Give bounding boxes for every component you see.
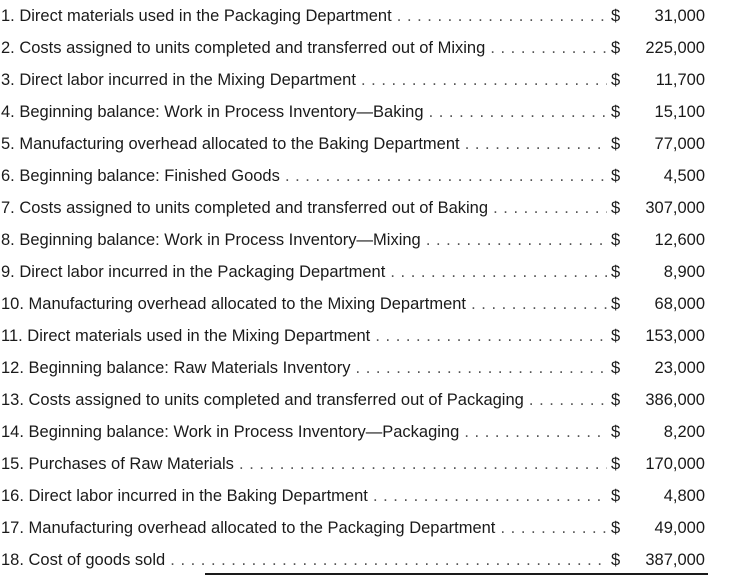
item-amount: 4,500 (663, 167, 705, 185)
item-amount: 4,800 (663, 487, 705, 505)
item-amount: 31,000 (654, 7, 705, 25)
list-item (0, 64, 730, 96)
list-item (0, 192, 730, 224)
currency-symbol: $ (611, 455, 621, 473)
currency-symbol: $ (611, 231, 621, 249)
list-item (0, 320, 730, 352)
item-amount: 386,000 (645, 391, 705, 409)
list-item (0, 544, 730, 576)
item-label: 3. Direct labor incurred in the Mixing Department . . . (1, 64, 607, 96)
currency-symbol: $ (611, 359, 621, 377)
list-item (0, 288, 730, 320)
item-label: 11. Direct materials used in the Mixing Department . . . (1, 320, 607, 352)
item-label: 5. Manufacturing overhead allocated to the Baking Department . . . (1, 128, 607, 160)
currency-symbol: $ (611, 487, 621, 505)
list-item (0, 448, 730, 480)
currency-symbol: $ (611, 103, 621, 121)
item-label: 9. Direct labor incurred in the Packaging Department . . . (1, 256, 607, 288)
currency-symbol: $ (611, 39, 621, 57)
currency-symbol: $ (611, 295, 621, 313)
item-label: 17. Manufacturing overhead allocated to the Packaging Department . . . (1, 512, 607, 544)
item-amount: 170,000 (645, 455, 705, 473)
item-label: 14. Beginning balance: Work in Process Inventory—Packaging . . . (1, 416, 607, 448)
item-amount: 11,700 (655, 71, 705, 89)
item-amount: 23,000 (654, 359, 705, 377)
list-item (0, 96, 730, 128)
item-label: 15. Purchases of Raw Materials . . . (1, 448, 607, 480)
item-amount: 387,000 (645, 551, 705, 569)
list-item (0, 160, 730, 192)
list-item (0, 416, 730, 448)
currency-symbol: $ (611, 551, 621, 569)
item-label: 10. Manufacturing overhead allocated to the Mixing Department . . . (1, 288, 607, 320)
list-item (0, 224, 730, 256)
item-label: 18. Cost of goods sold . . . (1, 544, 607, 576)
item-label: 16. Direct labor incurred in the Baking Department . . . (1, 480, 607, 512)
list-item (0, 128, 730, 160)
list-item (0, 480, 730, 512)
item-amount: 225,000 (645, 39, 705, 57)
currency-symbol: $ (611, 135, 621, 153)
item-amount: 8,200 (663, 423, 705, 441)
list-item (0, 384, 730, 416)
currency-symbol: $ (611, 327, 621, 345)
list-item (0, 32, 730, 64)
currency-symbol: $ (611, 71, 621, 89)
list-item (0, 512, 730, 544)
list-item (0, 352, 730, 384)
list-item (0, 0, 730, 32)
item-amount: 12,600 (654, 231, 705, 249)
item-label: 4. Beginning balance: Work in Process Inventory—Baking . . . (1, 96, 607, 128)
item-amount: 77,000 (654, 135, 705, 153)
item-label: 12. Beginning balance: Raw Materials Inventory . . . (1, 352, 607, 384)
item-label: 7. Costs assigned to units completed and transferred out of Baking . . . (1, 192, 607, 224)
currency-symbol: $ (611, 391, 621, 409)
item-label: 2. Costs assigned to units completed and transferred out of Mixing . . . (1, 32, 607, 64)
item-label: 8. Beginning balance: Work in Process Inventory—Mixing . . . (1, 224, 607, 256)
currency-symbol: $ (611, 263, 621, 281)
currency-symbol: $ (611, 519, 621, 537)
item-label: 13. Costs assigned to units completed and transferred out of Packaging . . . (1, 384, 607, 416)
currency-symbol: $ (611, 199, 621, 217)
item-amount: 68,000 (654, 295, 705, 313)
item-amount: 153,000 (645, 327, 705, 345)
total-underline (205, 573, 708, 575)
item-amount: 307,000 (645, 199, 705, 217)
item-amount: 8,900 (663, 263, 705, 281)
currency-symbol: $ (611, 423, 621, 441)
currency-symbol: $ (611, 7, 621, 25)
currency-symbol: $ (611, 167, 621, 185)
list-item (0, 256, 730, 288)
item-label: 1. Direct materials used in the Packaging Department . . . (1, 0, 607, 32)
item-label: 6. Beginning balance: Finished Goods . . . (1, 160, 607, 192)
item-amount: 49,000 (654, 519, 705, 537)
item-amount: 15,100 (654, 103, 705, 121)
